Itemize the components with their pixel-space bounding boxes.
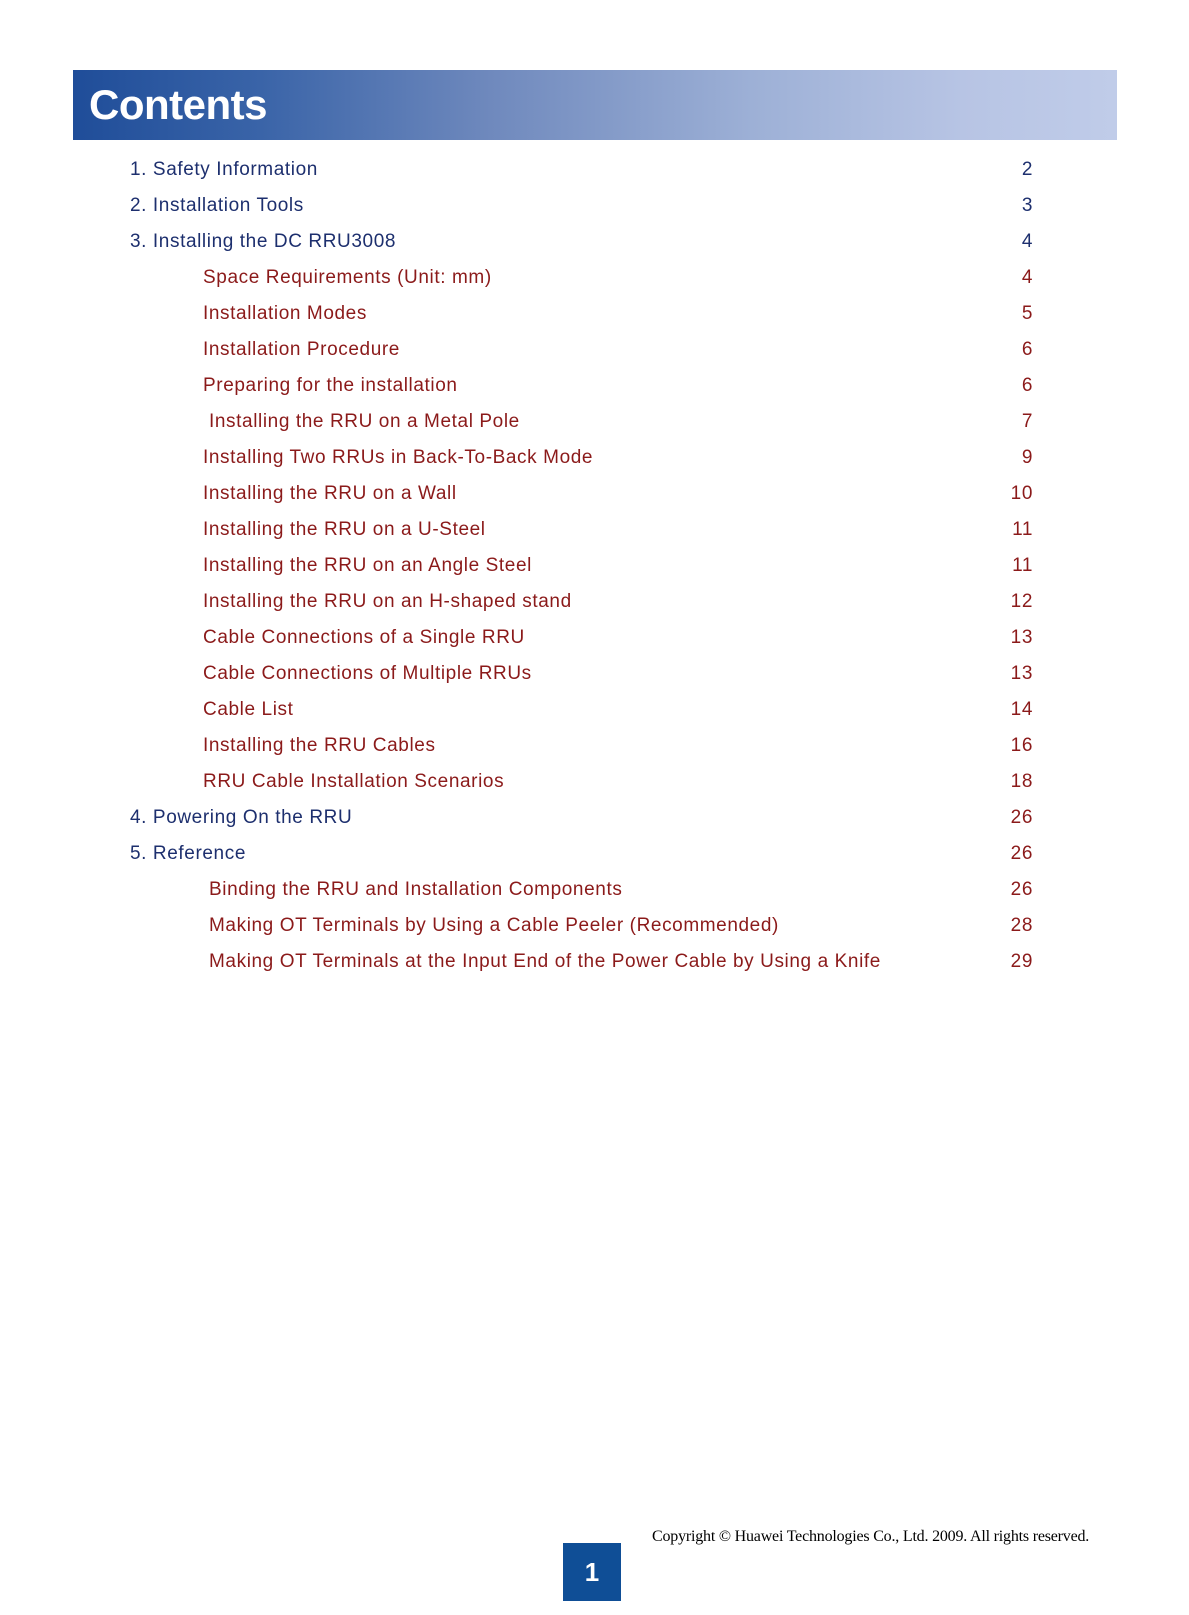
toc-entry-cable-scenarios[interactable] xyxy=(0,764,1189,800)
toc-entry-installation-tools[interactable] xyxy=(0,188,1189,224)
toc-entry-page[interactable]: 16 xyxy=(1010,735,1033,756)
toc-entry-title[interactable]: Installing the RRU on a Wall xyxy=(203,483,457,504)
toc-entry-metal-pole[interactable] xyxy=(0,404,1189,440)
toc-entry-title[interactable]: Cable Connections of Multiple RRUs xyxy=(203,663,532,684)
toc-entry-title[interactable]: Installing the RRU on an H-shaped stand xyxy=(203,591,572,612)
toc-entry-h-shaped-stand[interactable] xyxy=(0,584,1189,620)
page-title: Contents xyxy=(89,81,267,128)
toc-entry-title[interactable]: Cable Connections of a Single RRU xyxy=(203,627,525,648)
toc-entry-page[interactable]: 3 xyxy=(1021,195,1033,216)
toc-entry-page[interactable]: 26 xyxy=(1010,843,1033,864)
toc-entry-angle-steel[interactable] xyxy=(0,548,1189,584)
toc-entry-page[interactable]: 13 xyxy=(1010,627,1033,648)
toc-entry-title[interactable]: Preparing for the installation xyxy=(203,375,458,396)
toc-entry-page[interactable]: 10 xyxy=(1010,483,1033,504)
toc-entry-title[interactable]: Space Requirements (Unit: mm) xyxy=(203,267,492,288)
toc-entry-installing-dc-rru3008[interactable] xyxy=(0,224,1189,260)
toc-entry-page[interactable]: 7 xyxy=(1021,411,1033,432)
toc-entry-page[interactable]: 14 xyxy=(1010,699,1033,720)
toc-entry-powering-on[interactable] xyxy=(0,800,1189,836)
toc-entry-page[interactable]: 5 xyxy=(1021,303,1033,324)
toc-entry-title[interactable]: Installing the RRU Cables xyxy=(203,735,436,756)
toc-entry-preparing-installation[interactable] xyxy=(0,368,1189,404)
toc-entry-page[interactable]: 4 xyxy=(1021,231,1033,252)
toc-entry-binding-components[interactable] xyxy=(0,872,1189,908)
toc-entry-cable-list[interactable] xyxy=(0,692,1189,728)
toc-entry-page[interactable]: 11 xyxy=(1012,555,1033,576)
toc-entry-single-rru-cables[interactable] xyxy=(0,620,1189,656)
copyright-notice: Copyright © Huawei Technologies Co., Ltd. 2009. All rights reserved. xyxy=(652,1528,1090,1545)
toc-entry-title[interactable]: 4. Powering On the RRU xyxy=(130,807,353,828)
toc-entry-title[interactable]: 3. Installing the DC RRU3008 xyxy=(130,231,397,252)
toc-entry-title[interactable]: Installation Modes xyxy=(203,303,367,324)
toc-entry-page[interactable]: 18 xyxy=(1010,771,1033,792)
toc-entry-title[interactable]: 5. Reference xyxy=(130,843,246,864)
toc-entry-page[interactable]: 11 xyxy=(1012,519,1033,540)
toc-entry-page[interactable]: 26 xyxy=(1010,807,1033,828)
toc-entry-page[interactable]: 13 xyxy=(1010,663,1033,684)
toc-entry-page[interactable]: 26 xyxy=(1010,879,1033,900)
toc-entry-title[interactable]: Installing the RRU on a U-Steel xyxy=(203,519,486,540)
toc-entry-page[interactable]: 4 xyxy=(1021,267,1033,288)
toc-entry-page[interactable]: 12 xyxy=(1010,591,1033,612)
toc-entry-title[interactable]: 1. Safety Information xyxy=(130,159,318,180)
page-number-badge: 1 xyxy=(563,1543,621,1601)
toc-entry-page[interactable]: 29 xyxy=(1010,951,1033,972)
toc-entry-title[interactable]: Making OT Terminals by Using a Cable Peeler (Recommended) xyxy=(209,915,779,936)
toc-entry-ot-terminals-knife[interactable] xyxy=(0,944,1189,980)
toc-entry-title[interactable]: Binding the RRU and Installation Components xyxy=(209,879,623,900)
toc-entry-reference[interactable] xyxy=(0,836,1189,872)
toc-entry-title[interactable]: Installing the RRU on an Angle Steel xyxy=(203,555,532,576)
toc-entry-space-requirements[interactable] xyxy=(0,260,1189,296)
toc-entry-title[interactable]: Installing the RRU on a Metal Pole xyxy=(209,411,520,432)
toc-entry-multiple-rru-cables[interactable] xyxy=(0,656,1189,692)
toc-entry-page[interactable]: 6 xyxy=(1021,375,1033,396)
toc-entry-page[interactable]: 6 xyxy=(1021,339,1033,360)
toc-entry-title[interactable]: 2. Installation Tools xyxy=(130,195,304,216)
contents-header-bar xyxy=(73,70,1117,140)
toc-entry-u-steel[interactable] xyxy=(0,512,1189,548)
toc-entry-wall[interactable] xyxy=(0,476,1189,512)
toc-entry-safety-information[interactable] xyxy=(0,152,1189,188)
toc-entry-title[interactable]: Installing Two RRUs in Back-To-Back Mode xyxy=(203,447,594,468)
toc-entry-title[interactable]: Installation Procedure xyxy=(203,339,400,360)
toc-entry-title[interactable]: Making OT Terminals at the Input End of the Power Cable by Using a Knife xyxy=(209,951,881,972)
toc-entry-page[interactable]: 9 xyxy=(1021,447,1033,468)
toc-entry-back-to-back[interactable] xyxy=(0,440,1189,476)
toc-entry-installation-procedure[interactable] xyxy=(0,332,1189,368)
toc-entry-title[interactable]: Cable List xyxy=(203,699,294,720)
toc-entry-ot-terminals-peeler[interactable] xyxy=(0,908,1189,944)
toc-entry-page[interactable]: 2 xyxy=(1021,159,1033,180)
table-of-contents xyxy=(0,152,1189,980)
toc-entry-title[interactable]: RRU Cable Installation Scenarios xyxy=(203,771,505,792)
toc-entry-installing-rru-cables[interactable] xyxy=(0,728,1189,764)
toc-entry-page[interactable]: 28 xyxy=(1010,915,1033,936)
toc-entry-installation-modes[interactable] xyxy=(0,296,1189,332)
